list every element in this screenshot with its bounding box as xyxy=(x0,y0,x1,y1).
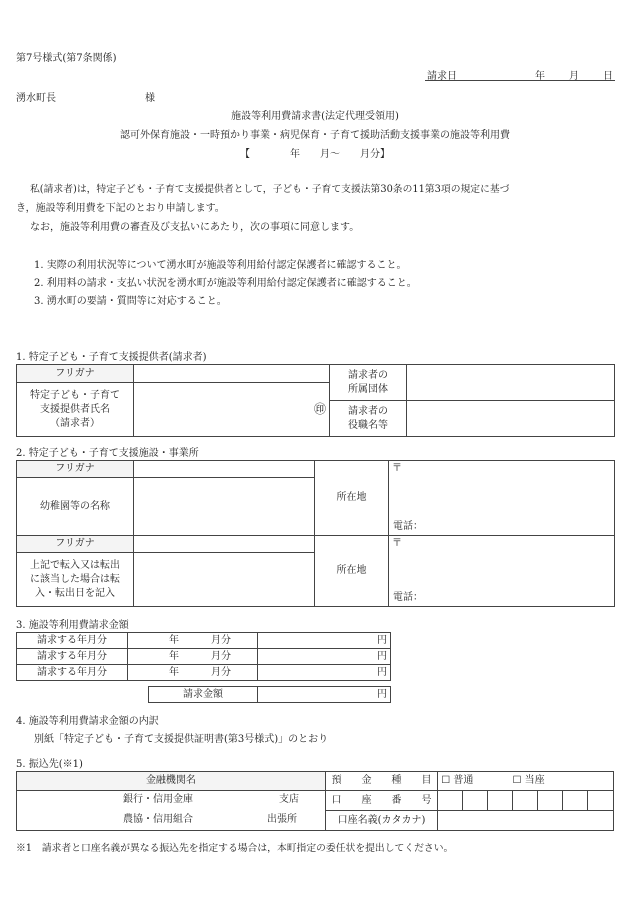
transfer-address-label: 所在地 xyxy=(315,536,389,607)
bank-table xyxy=(16,771,614,831)
total-label: 請求金額 xyxy=(149,687,258,703)
request-date xyxy=(425,67,615,81)
facility-table xyxy=(16,460,615,607)
amount-row-2-month[interactable]: 年 月分 xyxy=(128,649,258,665)
amount-row-1-month[interactable]: 年 月分 xyxy=(128,633,258,649)
org-label: 請求者の 所属団体 xyxy=(330,365,407,401)
provider-name-label: 特定子ども・子育て 支援提供者氏名 （請求者） xyxy=(17,383,134,437)
amount-row-2-label: 請求する年月分 xyxy=(17,649,128,665)
amount-table xyxy=(16,632,391,681)
org-field[interactable] xyxy=(407,365,615,401)
agreement-2: 2. 利用料の請求・支払い状況を湧水町が施設等利用給付認定保護者に確認すること。 xyxy=(34,278,417,289)
current-checkbox[interactable]: ☐ 当座 xyxy=(512,775,545,786)
title-line-1: 施設等利用費請求書(法定代理受領用) xyxy=(231,111,399,122)
sub-branch-label: 出張所 xyxy=(267,814,297,825)
account-number-label: 口 座 番 号 xyxy=(325,791,437,811)
deposit-type-label: 預 金 種 目 xyxy=(325,772,437,791)
request-date-label: 請求日 xyxy=(427,71,457,82)
provider-name-field[interactable] xyxy=(134,383,330,437)
amount-row-2-value[interactable]: 円 xyxy=(258,649,391,665)
facility-name-field[interactable] xyxy=(134,478,315,536)
account-name-field[interactable] xyxy=(438,811,614,831)
bank-name-label: 金融機関名 xyxy=(17,772,326,791)
account-digit-7[interactable] xyxy=(587,791,613,811)
deposit-type-options[interactable] xyxy=(438,772,614,791)
form-number: 第7号様式(第7条関係) xyxy=(16,53,117,64)
section3-heading: 3. 施設等利用費請求金額 xyxy=(16,620,129,631)
total-value[interactable]: 円 xyxy=(258,687,391,703)
facility-furigana-label: フリガナ xyxy=(17,461,134,478)
amount-row-1-value[interactable]: 円 xyxy=(258,633,391,649)
account-digit-6[interactable] xyxy=(562,791,587,811)
section4-heading: 4. 施設等利用費請求金額の内訳 xyxy=(16,716,159,727)
title-line-2: 認可外保育施設・一時預かり事業・病児保育・子育て援助活動支援事業の施設等利用費 xyxy=(120,130,510,141)
section2-heading: 2. 特定子ども・子育て支援施設・事業所 xyxy=(16,448,199,459)
transfer-phone-label: 電話： xyxy=(393,592,423,603)
bank-types: 銀行・信用金庫 xyxy=(123,794,193,805)
facility-furigana-field[interactable] xyxy=(134,461,315,478)
position-field[interactable] xyxy=(407,401,615,437)
position-label: 請求者の 役職名等 xyxy=(330,401,407,437)
seal-mark: ㊞ xyxy=(313,401,326,416)
facility-postal-mark: 〒 xyxy=(392,463,402,474)
facility-address-field[interactable] xyxy=(389,461,615,536)
transfer-furigana-label: フリガナ xyxy=(17,536,134,553)
account-digit-1[interactable] xyxy=(438,791,463,811)
section4-text: 別紙「特定子ども・子育て支援提供証明書(第3号様式)」のとおり xyxy=(34,734,329,745)
intro-paragraph-2: なお，施設等利用費の審査及び支払いにあたり，次の事項に同意します。 xyxy=(30,222,360,233)
intro-paragraph-1b: き，施設等利用費を下記のとおり申請します。 xyxy=(16,203,225,214)
amount-row-3-label: 請求する年月分 xyxy=(17,665,128,681)
account-digit-5[interactable] xyxy=(538,791,563,811)
addressee-honorific: 様 xyxy=(145,93,155,104)
facility-name-label: 幼稚園等の名称 xyxy=(17,478,134,536)
total-table xyxy=(148,686,391,703)
agreement-1: 1. 実際の利用状況等について湧水町が施設等利用給付認定保護者に確認すること。 xyxy=(34,260,407,271)
account-digit-3[interactable] xyxy=(488,791,513,811)
branch-label: 支店 xyxy=(279,794,299,805)
section5-heading: 5. 振込先(※1) xyxy=(16,759,83,770)
title-line-3: 【 年 月～ 月分】 xyxy=(240,149,390,160)
addressee-name: 湧水町長 xyxy=(16,93,56,104)
request-date-month: 月 xyxy=(569,71,579,82)
amount-row-3-month[interactable]: 年 月分 xyxy=(128,665,258,681)
amount-row-1-label: 請求する年月分 xyxy=(17,633,128,649)
intro-paragraph-1a: 私(請求者)は，特定子ども・子育て支援提供者として，子ども・子育て支援法第30条の11第3項の規定に基づ xyxy=(30,184,510,195)
transfer-date-label: 上記で転入又は転出 に該当した場合は転 入・転出日を記入 xyxy=(17,553,134,607)
provider-furigana-label: フリガナ xyxy=(17,365,134,383)
section1-heading: 1. 特定子ども・子育て支援提供者(請求者) xyxy=(16,352,207,363)
provider-table xyxy=(16,364,615,437)
transfer-address-field[interactable] xyxy=(389,536,615,607)
amount-row-3-value[interactable]: 円 xyxy=(258,665,391,681)
provider-furigana-field[interactable] xyxy=(134,365,330,383)
transfer-postal-mark: 〒 xyxy=(392,538,402,549)
ordinary-checkbox[interactable]: ☐ 普通 xyxy=(441,775,474,786)
request-date-day: 日 xyxy=(603,71,613,82)
coop-types: 農協・信用組合 xyxy=(123,814,193,825)
facility-address-label: 所在地 xyxy=(315,461,389,536)
request-date-year: 年 xyxy=(535,71,545,82)
footnote: ※1 請求者と口座名義が異なる振込先を指定する場合は，本町指定の委任状を提出してください。 xyxy=(16,843,454,854)
transfer-furigana-field[interactable] xyxy=(134,536,315,553)
account-digit-2[interactable] xyxy=(463,791,488,811)
facility-phone-label: 電話： xyxy=(393,521,423,532)
account-digit-4[interactable] xyxy=(513,791,538,811)
account-name-label: 口座名義(カタカナ) xyxy=(325,811,437,831)
transfer-date-field[interactable] xyxy=(134,553,315,607)
agreement-3: 3. 湧水町の要請・質問等に対応すること。 xyxy=(34,296,227,307)
bank-name-field[interactable] xyxy=(17,791,326,831)
